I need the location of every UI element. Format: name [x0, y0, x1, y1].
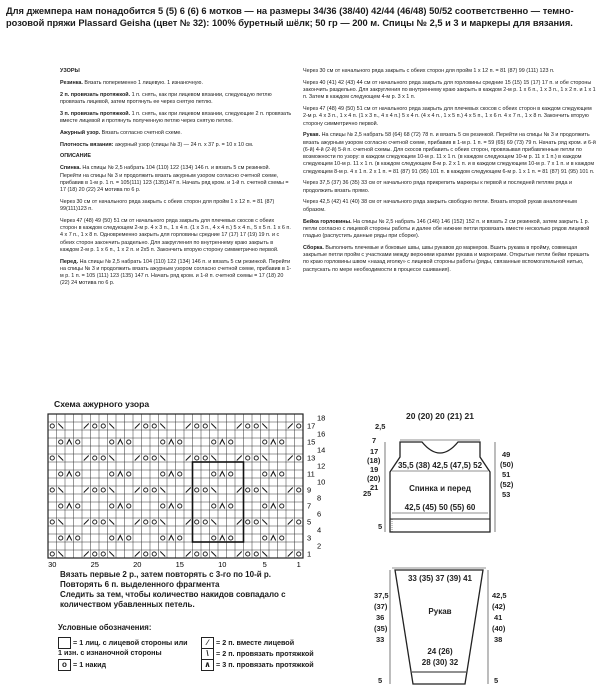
- lace-chart: [40, 410, 326, 569]
- ssk-symbol: [211, 456, 216, 461]
- height-49: 49: [502, 450, 511, 459]
- height-53: 53: [502, 490, 511, 499]
- k2tog-symbol: [84, 456, 89, 461]
- yarnover-symbol: [297, 424, 301, 428]
- ssk-symbol: [58, 488, 63, 493]
- yarnover-symbol: [161, 440, 165, 444]
- yarnover-symbol: [110, 504, 114, 508]
- yarnover-symbol: [110, 472, 114, 476]
- sk2p-symbol: [271, 440, 276, 445]
- chart-row-number-even: 16: [317, 429, 326, 439]
- sleeve-right-41: 41: [494, 613, 503, 622]
- ssk-symbol: [58, 520, 63, 525]
- ssk-symbol: [211, 424, 216, 429]
- sleeve-rib-right: 5: [494, 676, 499, 685]
- chart-column-number: 10: [218, 560, 227, 569]
- yarnover-symbol: [280, 504, 284, 508]
- depth-7: 7: [372, 436, 377, 445]
- chart-row-number: 9: [307, 485, 312, 495]
- instructions-left-column: [60, 68, 292, 292]
- ssk-symbol: [211, 552, 216, 557]
- chart-title: Схема ажурного узора: [54, 399, 150, 409]
- yarnover-symbol: [144, 520, 148, 524]
- paragraph-2-stitch: 2 п. провязать протяжкой. 1 п. снять, как при лицевом вязании, следующую петлю провязать лицевой, затем протянуть ее через снятую петлю.: [60, 91, 272, 105]
- sleeve-right-42: (42): [492, 602, 506, 611]
- bottom-width: 42,5 (45) 50 (55) 60: [404, 503, 476, 512]
- yarnover-symbol: [144, 488, 148, 492]
- k2tog-symbol: [186, 552, 191, 557]
- yarnover-symbol: [263, 472, 267, 476]
- body-length-25: 25: [363, 489, 372, 498]
- yarnover-symbol: [144, 424, 148, 428]
- yarnover-symbol: [50, 456, 54, 460]
- sleeve-bottom-2: 28 (30) 32: [421, 658, 459, 667]
- paragraph-neckband: Бейка горловины. На спицы № 2,5 набрать 146 (146) 146 (152) 152 п. и вязать 2 см резинкой, затем закрыть 1 р. петли согласно с лицевой стороны работы и далее обе нижние петли провязать вместе несколько рядов лицевой гладью (распустить данные ряды при сборке).: [303, 218, 590, 240]
- sk2p-symbol: [220, 536, 225, 541]
- yarnover-symbol: [246, 520, 250, 524]
- sk2p-icon: ∧: [201, 659, 214, 671]
- sk2p-symbol: [271, 472, 276, 477]
- neck-width: 20 (20) 20 (21) 21: [405, 411, 475, 421]
- k2tog-symbol: [135, 456, 140, 461]
- chart-row-number: 13: [307, 453, 316, 463]
- yarnover-symbol: [246, 488, 250, 492]
- paragraph-sleeve-bindoff: Через 42,5 (42) 41 (40) 38 см от начального ряда закрыть свободно петли. Вязать второй рукав аналогичным образом.: [303, 199, 577, 213]
- yarnover-symbol: [203, 424, 207, 428]
- ssk-symbol: [109, 456, 114, 461]
- chart-row-number: 17: [307, 421, 316, 431]
- yarnover-symbol: [229, 504, 233, 508]
- paragraph-lace: Ажурный узор. Вязать согласно счетной схеме.: [60, 129, 182, 136]
- ssk-symbol: [262, 488, 267, 493]
- yarnover-symbol: [161, 536, 165, 540]
- chart-row-number-even: 10: [317, 477, 326, 487]
- yarnover-symbol: [229, 536, 233, 540]
- yarnover-symbol: [76, 536, 80, 540]
- ssk-symbol: [109, 520, 114, 525]
- k2tog-symbol: [135, 424, 140, 429]
- paragraph-front: Перед. На спицы № 2,5 набрать 104 (110) 122 (134) 146 п. и вязать 5 см резинкой. Перейти на спицы № 3 и продолжить вязать ажурным узором согласно счетной схеме, прибавив в 1-м р. 1 п. = 105 (111) 123 (135) 147 п. Начать ряд кром. и 1-й п. счетной схемы = 17 (18) 20 (22) 24 мотива по 6 р.: [60, 258, 292, 287]
- chart-row-number: 15: [307, 437, 316, 447]
- k2tog-symbol: [237, 456, 242, 461]
- yarnover-symbol: [297, 520, 301, 524]
- k2tog-symbol: [288, 456, 293, 461]
- ssk-symbol: [211, 488, 216, 493]
- ssk-symbol: [160, 520, 165, 525]
- k2tog-symbol: [84, 520, 89, 525]
- yarnover-symbol: [263, 504, 267, 508]
- yarnover-symbol: [254, 488, 258, 492]
- chart-row-number: 3: [307, 533, 312, 543]
- body-label: Спинка и перед: [409, 484, 471, 493]
- paragraph-sleeve: Рукав. На спицы № 2,5 набрать 58 (64) 68 (72) 78 п. и вязать 5 см резинкой. Перейти на спицы № 3 и продолжить вязать ажурным узором согласно счетной схеме, прибавив в 1-м р. 1 п. = 59 (65) 69 (73) 79 п. Начать ряд кром. и 6-й (6-й) 4-й (2-й) 5-й п. счетной схемы. Для скосов прибавить с обеих сторон, провязывая прибавленные петли по возможности по узору: в каждом следующем 10-м р. 11 x 1 п. (в каждом следующем 10-м р. 11 x 1 п.) в каждом следующем 10-м р. 11 x 1 п. (в каждом следующем 8-м р. 2 x 1 п. и в каждом следующем 10-м р. 7 x 1 п. и в каждом следующем 8-м р. 4 x 1 п. 2 x 1 п. = 81 (87) 91 (95) 101 п. в каждом следующем 6-м р. 1 x 1 п. = 81 (87) 91 (95) 101 п.: [303, 132, 596, 175]
- yarnover-symbol: [127, 504, 131, 508]
- ssk-symbol: [262, 520, 267, 525]
- ssk-symbol: [160, 456, 165, 461]
- yarnover-symbol: [110, 440, 114, 444]
- legend-item-sk2p: ∧ = 3 п. провязать протяжкой: [201, 659, 314, 671]
- k2tog-symbol: [288, 424, 293, 429]
- yarnover-symbol: [195, 456, 199, 460]
- yarnover-symbol: [246, 424, 250, 428]
- chart-column-number: 5: [262, 560, 267, 569]
- k2tog-symbol: [288, 520, 293, 525]
- body-schematic: [363, 411, 514, 532]
- yarnover-symbol: [178, 440, 182, 444]
- k2tog-symbol: [84, 488, 89, 493]
- sk2p-symbol: [67, 440, 72, 445]
- chart-row-number: 5: [307, 517, 312, 527]
- k2tog-symbol: [186, 520, 191, 525]
- legend-item-k2tog: ∕ = 2 п. вместе лицевой: [201, 637, 294, 649]
- instructions-right-column: [303, 68, 596, 278]
- section-heading-description: ОПИСАНИЕ: [60, 153, 91, 160]
- k2tog-icon: ∕: [201, 637, 214, 649]
- ssk-symbol: [58, 456, 63, 461]
- yarnover-symbol: [203, 552, 207, 556]
- chart-row-number-even: 4: [317, 525, 322, 535]
- legend-item-yarnover: o = 1 накид: [58, 659, 106, 671]
- yarnover-symbol: [203, 456, 207, 460]
- depth-19: 19: [370, 465, 379, 474]
- k2tog-symbol: [237, 552, 242, 557]
- paragraph-back: Спинка. На спицы № 2,5 набрать 104 (110) 122 (134) 146 п. и вязать 5 см резинкой. Перейти на спицы № 3 и продолжить вязать ажурным узором согласно счетной схеме, прибавив в 1-м р. 1 п. = 105(111) 123 (135)147 п. Начать ряд кром. и 1-й п. счетной схемы = 17 (18) 20 (22) 24 мотива по 6 р.: [60, 165, 289, 193]
- chart-column-numbers: [48, 560, 301, 569]
- sleeve-right-42-5: 42,5: [492, 591, 507, 600]
- sleeve-right-38: 38: [494, 635, 503, 644]
- sk2p-symbol: [67, 472, 72, 477]
- sk2p-symbol: [67, 504, 72, 509]
- legend-item-ssk: \ = 2 п. провязать протяжкой: [201, 648, 314, 660]
- sk2p-symbol: [271, 504, 276, 509]
- k2tog-symbol: [135, 520, 140, 525]
- yarnover-symbol: [127, 440, 131, 444]
- yarnover-symbol: [161, 504, 165, 508]
- ssk-symbol: [109, 488, 114, 493]
- yarnover-symbol: [101, 456, 105, 460]
- sleeve-top-width: 33 (35) 37 (39) 41: [407, 574, 473, 583]
- k2tog-symbol: [84, 552, 89, 557]
- sleeve-left-36: 36: [376, 613, 385, 622]
- ssk-symbol: [262, 552, 267, 557]
- garment-schematics: [330, 402, 602, 697]
- k2tog-symbol: [135, 552, 140, 557]
- chart-row-number-even: 8: [317, 493, 322, 503]
- k2tog-symbol: [288, 552, 293, 557]
- k2tog-symbol: [237, 488, 242, 493]
- yarnover-symbol: [297, 488, 301, 492]
- yarnover-symbol: [195, 424, 199, 428]
- yarnover-symbol: [76, 440, 80, 444]
- sk2p-symbol: [169, 472, 174, 477]
- paragraph-back-shoulder: Через 47 (48) 49 (50) 51 см от начального ряда закрыть для плечевых скосов с обеих сторон в каждом следующем 2-м р. 4 x 3 п., 1 x 4 п. (1 x 3 п., 4 x 4 п.) 5 x 4 п., 5 x 5 п. 1 x 6 п. 4 x 7 п., 1 x 8 п. Одновременно закрыть для горловины средние 17 (17) 17 (19) 19 п. и с обеих сторон закончить раздельно. Для закругления по внутреннему краю закрыть в каждом 2-м р. 1 x 6 п., 1 x 2 п. и 2x5 п. Закончить вторую сторону симметрично первой.: [60, 217, 291, 253]
- chart-row-number: 11: [307, 469, 315, 479]
- yarnover-symbol: [144, 552, 148, 556]
- yarnover-symbol: [101, 488, 105, 492]
- ssk-symbol: [160, 488, 165, 493]
- k2tog-symbol: [237, 520, 242, 525]
- sk2p-symbol: [271, 536, 276, 541]
- ssk-symbol: [109, 552, 114, 557]
- yarnover-symbol: [101, 424, 105, 428]
- yarnover-symbol: [203, 488, 207, 492]
- sk2p-symbol: [220, 504, 225, 509]
- sk2p-symbol: [67, 536, 72, 541]
- yarnover-symbol: [195, 488, 199, 492]
- yarnover-symbol: [93, 552, 97, 556]
- yarnover-symbol: [152, 456, 156, 460]
- sk2p-symbol: [220, 472, 225, 477]
- yarnover-symbol: [254, 552, 258, 556]
- sleeve-rib-left: 5: [378, 676, 383, 685]
- chart-column-number: 1: [296, 560, 301, 569]
- height-52: (52): [500, 480, 514, 489]
- yarnover-symbol: [263, 536, 267, 540]
- sleeve-right-40: (40): [492, 624, 506, 633]
- paragraph-sleeve-markers: Через 37,5 (37) 36 (35) 33 см от начального ряда прикрепить маркеры к первой и последней петлям ряда и продолжить вязать прямо.: [303, 180, 572, 194]
- sk2p-symbol: [169, 504, 174, 509]
- yarnover-symbol: [212, 472, 216, 476]
- chart-row-number: 7: [307, 501, 312, 511]
- chart-column-number: 30: [48, 560, 57, 569]
- yarnover-icon: o: [58, 659, 71, 671]
- chart-note-1: Вязать первые 2 р., затем повторять с 3-го по 10-й р.: [60, 570, 271, 579]
- chart-note-2: Повторять 6 п. выделенного фрагмента: [60, 580, 220, 589]
- k2tog-symbol: [84, 424, 89, 429]
- sk2p-symbol: [220, 440, 225, 445]
- sleeve-bottom-1: 24 (26): [427, 647, 453, 656]
- yarnover-symbol: [127, 536, 131, 540]
- yarnover-symbol: [229, 440, 233, 444]
- k2tog-symbol: [135, 488, 140, 493]
- yarnover-symbol: [246, 552, 250, 556]
- chart-grid: [48, 414, 303, 558]
- yarnover-symbol: [212, 504, 216, 508]
- yarnover-symbol: [152, 488, 156, 492]
- yarnover-symbol: [212, 440, 216, 444]
- paragraph-gauge: Плотность вязания: ажурный узор (спицы № 3) — 24 п. x 37 р. = 10 x 10 см.: [60, 141, 254, 148]
- sk2p-symbol: [169, 440, 174, 445]
- yarnover-symbol: [101, 520, 105, 524]
- ssk-symbol: [160, 424, 165, 429]
- depth-21: 21: [370, 483, 379, 492]
- yarnover-symbol: [93, 488, 97, 492]
- legend-title: Условные обозначения:: [58, 623, 152, 632]
- rib-height: 5: [378, 522, 383, 531]
- yarnover-symbol: [59, 504, 63, 508]
- sk2p-symbol: [118, 504, 123, 509]
- yarnover-symbol: [263, 440, 267, 444]
- yarnover-symbol: [50, 552, 54, 556]
- sk2p-symbol: [118, 536, 123, 541]
- ssk-symbol: [160, 552, 165, 557]
- yarnover-symbol: [254, 520, 258, 524]
- sleeve-schematic: [374, 568, 507, 685]
- yarnover-symbol: [254, 456, 258, 460]
- yarnover-symbol: [50, 424, 54, 428]
- chart-notes: [60, 570, 310, 610]
- chart-row-numbers: [307, 414, 325, 559]
- paragraph-3-stitch: 3 п. провязать протяжкой. 1 п. снять, как при лицевом вязании, следующие 2 п. провязать вместе лицевой и протянуть полученную петлю через снятую петлю.: [60, 110, 292, 124]
- yarnover-symbol: [152, 424, 156, 428]
- ssk-symbol: [262, 424, 267, 429]
- chart-row-number-even: 6: [317, 509, 322, 519]
- sleeve-left-35: (35): [374, 624, 388, 633]
- sk2p-symbol: [169, 536, 174, 541]
- ssk-symbol: [211, 520, 216, 525]
- yarnover-symbol: [59, 536, 63, 540]
- chart-note-3: Следить за тем, чтобы количество накидов совпадало с количеством убавленных петель.: [60, 590, 286, 609]
- yarnover-symbol: [195, 520, 199, 524]
- height-50: (50): [500, 460, 514, 469]
- k2tog-symbol: [186, 456, 191, 461]
- chart-row-number-even: 14: [317, 445, 326, 455]
- sleeve-left-37: (37): [374, 602, 388, 611]
- yarnover-symbol: [59, 440, 63, 444]
- shoulder-slope: 2,5: [375, 422, 386, 431]
- chart-row-number-even: 18: [317, 413, 326, 423]
- yarnover-symbol: [76, 504, 80, 508]
- yarnover-symbol: [152, 520, 156, 524]
- ssk-symbol: [262, 456, 267, 461]
- k2tog-symbol: [186, 424, 191, 429]
- ssk-symbol: [58, 552, 63, 557]
- yarnover-symbol: [280, 472, 284, 476]
- yarnover-symbol: [246, 456, 250, 460]
- ssk-symbol: [109, 424, 114, 429]
- paragraph-front-shoulder: Через 47 (48) 49 (50) 51 см от начального ряда закрыть для плечевых скосов с обеих сторон в каждом следующем 2-м р. 4 x 3 п., 1 x 4 п. (1 x 3 п., 4 x 4 п.) 5 x 4 п. (4 x 4 п., 1 x 5 п.) 4 x 5 п., 1 x 6 п. 4 x 7 п., 1 x 8 п. Закончить вторую сторону симметрично первой.: [303, 106, 592, 127]
- chart-row-number-even: 12: [317, 461, 326, 471]
- yarnover-symbol: [297, 456, 301, 460]
- k2tog-symbol: [186, 488, 191, 493]
- k2tog-symbol: [237, 424, 242, 429]
- yarnover-symbol: [93, 520, 97, 524]
- section-heading-patterns: УЗОРЫ: [60, 68, 80, 74]
- k2tog-symbol: [288, 488, 293, 493]
- chart-column-number: 25: [90, 560, 99, 569]
- chart-row-number: 1: [307, 549, 312, 559]
- paragraph-assembly: Сборка. Выполнить плечевые и боковые швы, швы рукавов до маркеров. Вшить рукава в пройму, совмещая закрытые петли пройм с участками между верхними краями рукава и маркерами. Открытые петли бейки пришить по краю горловины швом «назад иголку» с лицевой стороны работы (ряды, связанные вспомогательной нитью, распускать по мере необходимости в процессе сшивания).: [303, 244, 590, 273]
- depth-18: (18): [367, 456, 381, 465]
- sk2p-symbol: [118, 440, 123, 445]
- yarnover-symbol: [203, 520, 207, 524]
- paragraph-rib: Резинка. Вязать попеременно 1 лицевую. 1 изнаночную.: [60, 79, 203, 86]
- ssk-icon: \: [201, 648, 214, 660]
- paragraph-front-neck: Через 40 (41) 42 (43) 44 см от начального ряда закрыть для горловины средние 15 (15) 15 (17) 17 п. и обе стороны закончить раздельно. Для закругления по внутреннему краю закрыть в каждом 2-м р. 1 x 6 п., 1 x 3 п., 1 x 2 п. и 1 x 1 п. Затем в каждом следующем 4-м р. 3 x 1 п.: [303, 79, 596, 101]
- yarnover-symbol: [144, 456, 148, 460]
- yarnover-symbol: [178, 536, 182, 540]
- yarnover-symbol: [280, 440, 284, 444]
- armhole-width: 35,5 (38) 42,5 (47,5) 52: [397, 461, 483, 470]
- sk2p-symbol: [118, 472, 123, 477]
- paragraph-back-armhole: Через 30 см от начального ряда закрыть с обеих сторон для пройм 1 x 12 п. = 81 (87) 99(111)123 п.: [60, 198, 275, 213]
- chart-column-number: 15: [175, 560, 184, 569]
- yarnover-symbol: [254, 424, 258, 428]
- yarnover-symbol: [161, 472, 165, 476]
- chart-row-number-even: 2: [317, 541, 322, 551]
- intro-text: Для джемпера нам понадобится 5 (5) 6 (6) 6 мотков — на размеры 34/36 (38/40) 42/44 (46/48) 50/52 соответственно — темно-розовой пряжи Plassard Geisha (цвет № 32): 100% буретный шёлк; 50 гр — 200 м. Спицы № 2,5 и 3 и маркеры для вязания.: [6, 6, 574, 28]
- legend-item-knit-2: 1 изн. с изнаночной стороны: [58, 648, 162, 657]
- legend-item-knit: = 1 лиц. с лицевой стороны или: [58, 637, 188, 649]
- yarnover-symbol: [178, 504, 182, 508]
- yarnover-symbol: [59, 472, 63, 476]
- yarnover-symbol: [178, 472, 182, 476]
- yarnover-symbol: [212, 536, 216, 540]
- height-51: 51: [502, 470, 511, 479]
- yarnover-symbol: [101, 552, 105, 556]
- yarnover-symbol: [50, 488, 54, 492]
- yarnover-symbol: [93, 424, 97, 428]
- yarnover-symbol: [195, 552, 199, 556]
- depth-20: (20): [367, 474, 381, 483]
- yarnover-symbol: [76, 472, 80, 476]
- yarnover-symbol: [297, 552, 301, 556]
- paragraph-front-armhole: Через 30 см от начального ряда закрыть с обеих сторон для пройм 1 x 12 п. = 81 (87) 99 (111) 123 п.: [303, 68, 555, 74]
- yarnover-symbol: [152, 552, 156, 556]
- yarnover-symbol: [229, 472, 233, 476]
- yarnover-symbol: [93, 456, 97, 460]
- legend: [58, 623, 328, 635]
- depth-17: 17: [370, 447, 379, 456]
- yarnover-symbol: [280, 536, 284, 540]
- ssk-symbol: [58, 424, 63, 429]
- sleeve-left-37-5: 37,5: [374, 591, 389, 600]
- sleeve-label: Рукав: [428, 607, 452, 616]
- yarnover-symbol: [110, 536, 114, 540]
- yarnover-symbol: [50, 520, 54, 524]
- chart-column-number: 20: [133, 560, 142, 569]
- yarnover-symbol: [127, 472, 131, 476]
- sleeve-left-33: 33: [376, 635, 385, 644]
